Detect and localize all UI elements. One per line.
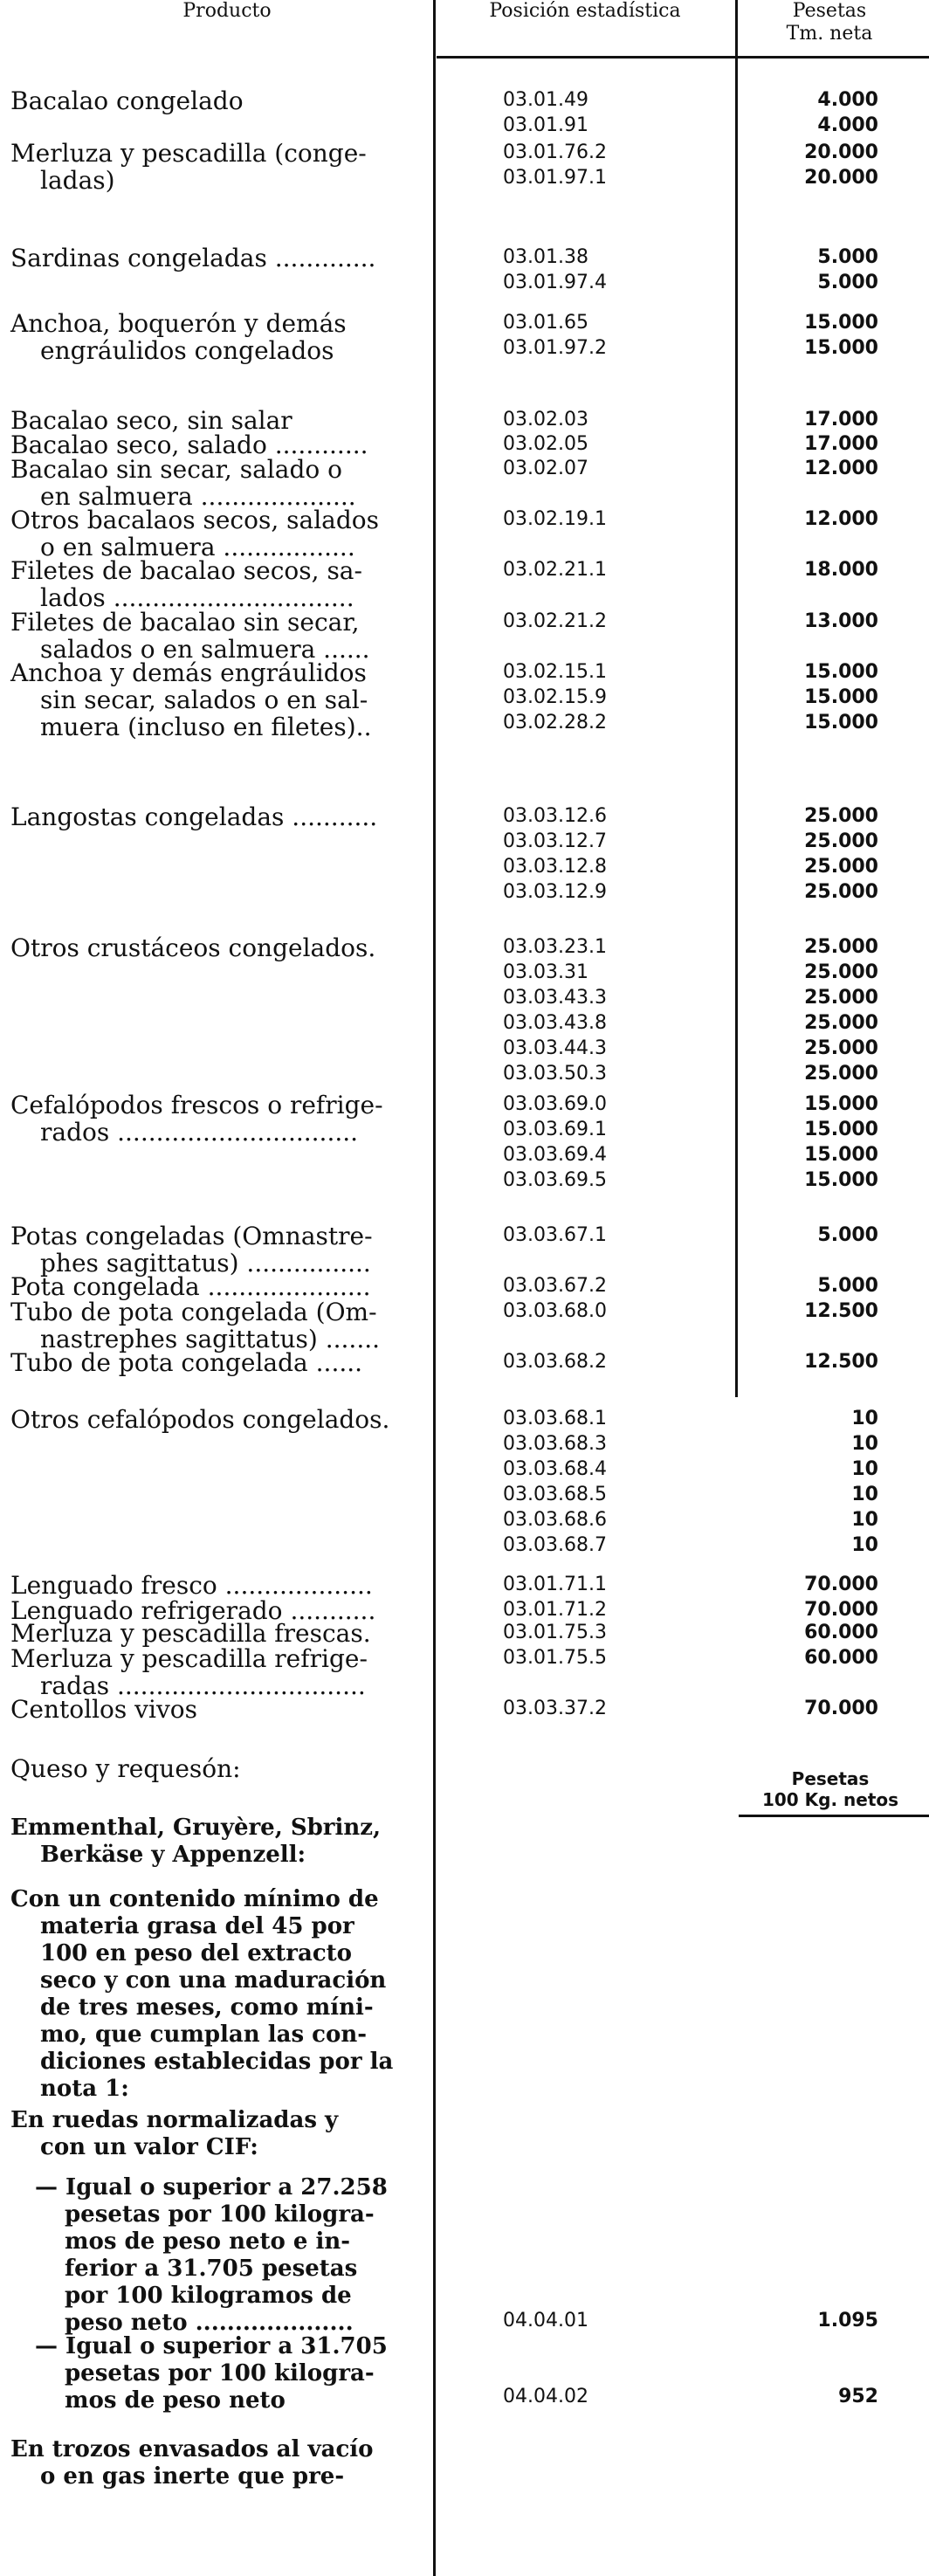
statistical-position: 03.03.67.2 xyxy=(503,1275,607,1297)
product-label xyxy=(10,506,421,561)
pesetas-value: 10 xyxy=(851,1433,878,1455)
pesetas-value: 10 xyxy=(851,1484,878,1505)
product-line: Tubo de pota congelada ...... xyxy=(10,1348,363,1377)
product-line: 100 en peso del extracto xyxy=(40,1940,353,1966)
pesetas-value: 952 xyxy=(838,2386,878,2407)
pesetas-value: 25.000 xyxy=(804,1037,878,1059)
product-line: Filetes de bacalao sin secar, xyxy=(10,608,360,637)
statistical-position: 03.03.43.8 xyxy=(503,1012,607,1034)
statistical-position: 03.03.12.6 xyxy=(503,805,607,827)
product-label xyxy=(10,2174,421,2337)
statistical-position: 03.03.12.7 xyxy=(503,830,607,852)
subheader-rule xyxy=(739,1815,929,1817)
product-line: Anchoa y demás engráulidos xyxy=(10,658,367,687)
pesetas-value: 15.000 xyxy=(804,1169,878,1191)
product-line: Con un contenido mínimo de xyxy=(10,1886,379,1912)
statistical-position: 03.01.76.2 xyxy=(503,141,607,163)
product-line: ladas) xyxy=(40,166,115,195)
pesetas-value: 4.000 xyxy=(817,89,878,111)
product-line: Lenguado fresco ................... xyxy=(10,1571,373,1600)
statistical-position: 03.03.67.1 xyxy=(503,1224,607,1246)
statistical-position: 03.01.75.3 xyxy=(503,1622,607,1643)
statistical-position: 03.03.43.3 xyxy=(503,987,607,1009)
product-line: Queso y requesón: xyxy=(10,1754,241,1783)
product-line: En trozos envasados al vacío xyxy=(10,2436,374,2462)
header-producto: Producto xyxy=(182,0,272,22)
product-line: mo, que cumplan las con- xyxy=(40,2022,368,2048)
product-line: salados o en salmuera ...... xyxy=(40,635,370,664)
product-line: Otros crustáceos congelados. xyxy=(10,933,376,962)
product-label xyxy=(10,245,421,272)
product-line: por 100 kilogramos de xyxy=(65,2283,352,2309)
product-label xyxy=(10,2107,421,2161)
product-line: Tubo de pota congelada (Om- xyxy=(10,1298,377,1326)
product-line: rados ............................... xyxy=(40,1118,359,1147)
product-line: Potas congeladas (Omnastre- xyxy=(10,1222,373,1250)
product-line: Merluza y pescadilla (conge- xyxy=(10,139,367,168)
product-label xyxy=(10,1620,421,1647)
product-label xyxy=(10,1755,421,1782)
statistical-position: 03.03.23.1 xyxy=(503,936,607,958)
product-label xyxy=(10,557,421,611)
pesetas-value: 15.000 xyxy=(804,1119,878,1140)
product-line: Anchoa, boquerón y demás xyxy=(10,309,347,338)
product-label xyxy=(10,2436,421,2490)
statistical-position: 03.01.75.5 xyxy=(503,1647,607,1669)
product-label xyxy=(10,1349,421,1376)
product-line: Filetes de bacalao secos, sa- xyxy=(10,556,362,585)
product-line: Otros bacalaos secos, salados xyxy=(10,506,379,534)
pesetas-value: 12.000 xyxy=(804,458,878,479)
product-line: de tres meses, como míni- xyxy=(40,1994,374,2021)
product-line: pesetas por 100 kilogra- xyxy=(65,2201,375,2228)
product-line: Emmenthal, Gruyère, Sbrinz, xyxy=(10,1815,382,1841)
pesetas-value: 70.000 xyxy=(804,1599,878,1621)
statistical-position: 03.01.71.1 xyxy=(503,1574,607,1595)
statistical-position: 03.02.07 xyxy=(503,458,588,479)
pesetas-value: 13.000 xyxy=(804,610,878,632)
product-label xyxy=(10,1572,421,1599)
product-line: pesetas por 100 kilogra- xyxy=(65,2360,375,2387)
statistical-position: 03.01.97.4 xyxy=(503,272,607,293)
product-line: Bacalao seco, sin salar xyxy=(10,406,292,435)
statistical-position: 03.03.68.3 xyxy=(503,1433,607,1455)
pesetas-value: 15.000 xyxy=(804,337,878,359)
product-line: peso neto .................... xyxy=(65,2310,354,2336)
pesetas-value: 10 xyxy=(851,1458,878,1480)
pesetas-value: 15.000 xyxy=(804,1093,878,1115)
product-line: En ruedas normalizadas y xyxy=(10,2107,339,2133)
statistical-position: 03.03.68.6 xyxy=(503,1509,607,1531)
pesetas-value: 4.000 xyxy=(817,114,878,136)
product-label xyxy=(10,1273,421,1300)
pesetas-value: 25.000 xyxy=(804,961,878,983)
product-line: sin secar, salados o en sal- xyxy=(40,685,368,714)
pesetas-value: 25.000 xyxy=(804,987,878,1009)
header-pesetas xyxy=(760,0,899,45)
product-line: nastrephes sagittatus) ....... xyxy=(40,1325,381,1353)
product-line: engráulidos congelados xyxy=(40,336,334,365)
pesetas-value: 25.000 xyxy=(804,936,878,958)
product-line: Cefalópodos frescos o refrige- xyxy=(10,1091,383,1119)
statistical-position: 03.01.71.2 xyxy=(503,1599,607,1621)
header-pesetas-label: Pesetas xyxy=(792,0,867,22)
product-line: Bacalao congelado xyxy=(10,86,244,115)
product-label xyxy=(10,1696,421,1723)
pesetas-value: 10 xyxy=(851,1408,878,1429)
product-line: Berkäse y Appenzell: xyxy=(40,1842,306,1868)
pesetas-value: 5.000 xyxy=(817,246,878,268)
pesetas-value: 5.000 xyxy=(817,1224,878,1246)
pesetas-value: 25.000 xyxy=(804,1012,878,1034)
product-line: Centollos vivos xyxy=(10,1695,197,1724)
product-line: nota 1: xyxy=(40,2076,129,2102)
statistical-position: 04.04.01 xyxy=(503,2310,588,2331)
product-label xyxy=(10,934,421,961)
statistical-position: 03.03.12.9 xyxy=(503,881,607,903)
statistical-position: 03.03.44.3 xyxy=(503,1037,607,1059)
product-line: o en gas inerte que pre- xyxy=(40,2463,345,2490)
product-label xyxy=(10,2333,421,2414)
statistical-position: 03.01.97.1 xyxy=(503,167,607,189)
statistical-position: 03.03.68.4 xyxy=(503,1458,607,1480)
statistical-position: 03.03.69.0 xyxy=(503,1093,607,1115)
pesetas-value: 60.000 xyxy=(804,1647,878,1669)
statistical-position: 03.02.15.1 xyxy=(503,661,607,683)
product-label xyxy=(10,140,421,194)
statistical-position: 03.03.69.5 xyxy=(503,1169,607,1191)
pesetas-value: 70.000 xyxy=(804,1698,878,1719)
statistical-position: 03.03.68.7 xyxy=(503,1534,607,1556)
subheader-units xyxy=(739,1768,922,1810)
statistical-position: 03.02.21.2 xyxy=(503,610,607,632)
header-rule-right xyxy=(739,56,929,59)
pesetas-value: 20.000 xyxy=(804,141,878,163)
product-line: phes sagittatus) ................ xyxy=(40,1249,371,1278)
statistical-position: 03.02.03 xyxy=(503,409,588,430)
subheader-line2: 100 Kg. netos xyxy=(761,1789,899,1810)
statistical-position: 03.03.68.5 xyxy=(503,1484,607,1505)
pesetas-value: 17.000 xyxy=(804,409,878,430)
column-divider-right xyxy=(735,0,738,1397)
pesetas-value: 12.000 xyxy=(804,508,878,530)
pesetas-value: 10 xyxy=(851,1534,878,1556)
product-label xyxy=(10,1645,421,1699)
header-rule-middle xyxy=(437,56,739,59)
pesetas-value: 25.000 xyxy=(804,830,878,852)
product-line: Merluza y pescadilla frescas. xyxy=(10,1619,371,1648)
statistical-position: 03.01.97.2 xyxy=(503,337,607,359)
product-label xyxy=(10,609,421,663)
product-line: — Igual o superior a 31.705 xyxy=(35,2333,388,2359)
statistical-position: 03.01.91 xyxy=(503,114,588,136)
statistical-position: 03.02.15.9 xyxy=(503,686,607,708)
statistical-position: 03.03.12.8 xyxy=(503,856,607,878)
product-line: ferior a 31.705 pesetas xyxy=(65,2256,358,2282)
product-label xyxy=(10,1223,421,1277)
pesetas-value: 17.000 xyxy=(804,433,878,455)
product-label xyxy=(10,803,421,830)
product-label xyxy=(10,456,421,510)
product-line: con un valor CIF: xyxy=(40,2134,258,2160)
product-label xyxy=(10,659,421,740)
pesetas-value: 25.000 xyxy=(804,881,878,903)
subheader-line1: Pesetas xyxy=(791,1768,870,1789)
product-line: mos de peso neto e in- xyxy=(65,2228,351,2255)
pesetas-value: 5.000 xyxy=(817,272,878,293)
pesetas-value: 25.000 xyxy=(804,1063,878,1085)
product-label xyxy=(10,1886,421,2103)
product-line: Otros cefalópodos congelados. xyxy=(10,1405,390,1434)
product-line: muera (incluso en filetes).. xyxy=(40,713,372,741)
statistical-position: 03.01.38 xyxy=(503,246,588,268)
statistical-position: 03.01.65 xyxy=(503,312,588,334)
column-divider-left xyxy=(433,0,436,2576)
pesetas-value: 15.000 xyxy=(804,312,878,334)
header-posicion: Posición estadística xyxy=(489,0,681,22)
pesetas-value: 15.000 xyxy=(804,661,878,683)
pesetas-value: 25.000 xyxy=(804,805,878,827)
statistical-position: 04.04.02 xyxy=(503,2386,588,2407)
product-line: o en salmuera ................. xyxy=(40,533,355,561)
statistical-position: 03.02.05 xyxy=(503,433,588,455)
statistical-position: 03.03.37.2 xyxy=(503,1698,607,1719)
pesetas-value: 12.500 xyxy=(804,1351,878,1373)
product-line: Bacalao seco, salado ............ xyxy=(10,430,368,459)
pesetas-value: 60.000 xyxy=(804,1622,878,1643)
pesetas-value: 20.000 xyxy=(804,167,878,189)
pesetas-value: 5.000 xyxy=(817,1275,878,1297)
product-label xyxy=(10,87,421,114)
product-line: materia grasa del 45 por xyxy=(40,1913,354,1939)
pesetas-value: 10 xyxy=(851,1509,878,1531)
product-line: Lenguado refrigerado ........... xyxy=(10,1596,376,1625)
statistical-position: 03.03.69.4 xyxy=(503,1144,607,1166)
statistical-position: 03.03.31 xyxy=(503,961,588,983)
statistical-position: 03.02.19.1 xyxy=(503,508,607,530)
product-label xyxy=(10,1092,421,1146)
product-line: Pota congelada ..................... xyxy=(10,1272,371,1301)
product-line: — Igual o superior a 27.258 xyxy=(35,2174,388,2201)
pesetas-value: 1.095 xyxy=(817,2310,878,2331)
product-label xyxy=(10,1406,421,1433)
header-unidad-label: Tm. neta xyxy=(786,23,873,45)
pesetas-value: 18.000 xyxy=(804,559,878,581)
statistical-position: 03.03.69.1 xyxy=(503,1119,607,1140)
product-line: seco y con una maduración xyxy=(40,1967,387,1994)
product-line: Langostas congeladas ........... xyxy=(10,802,378,831)
product-line: mos de peso neto xyxy=(65,2387,286,2414)
pesetas-value: 15.000 xyxy=(804,712,878,734)
product-line: Merluza y pescadilla refrige- xyxy=(10,1644,368,1673)
product-label xyxy=(10,1815,421,1869)
statistical-position: 03.03.68.2 xyxy=(503,1351,607,1373)
product-line: radas ................................ xyxy=(40,1671,366,1700)
pesetas-value: 15.000 xyxy=(804,686,878,708)
product-line: Bacalao sin secar, salado o xyxy=(10,455,342,484)
statistical-position: 03.03.68.1 xyxy=(503,1408,607,1429)
product-line: Sardinas congeladas ............. xyxy=(10,244,376,272)
product-label xyxy=(10,310,421,364)
product-line: en salmuera .................... xyxy=(40,482,356,511)
pesetas-value: 12.500 xyxy=(804,1300,878,1322)
statistical-position: 03.02.28.2 xyxy=(503,712,607,734)
statistical-position: 03.01.49 xyxy=(503,89,588,111)
pesetas-value: 70.000 xyxy=(804,1574,878,1595)
product-label xyxy=(10,1298,421,1353)
statistical-position: 03.03.68.0 xyxy=(503,1300,607,1322)
pesetas-value: 25.000 xyxy=(804,856,878,878)
statistical-position: 03.02.21.1 xyxy=(503,559,607,581)
product-line: lados ............................... xyxy=(40,583,354,612)
pesetas-value: 15.000 xyxy=(804,1144,878,1166)
product-line: diciones establecidas por la xyxy=(40,2049,394,2075)
statistical-position: 03.03.50.3 xyxy=(503,1063,607,1085)
